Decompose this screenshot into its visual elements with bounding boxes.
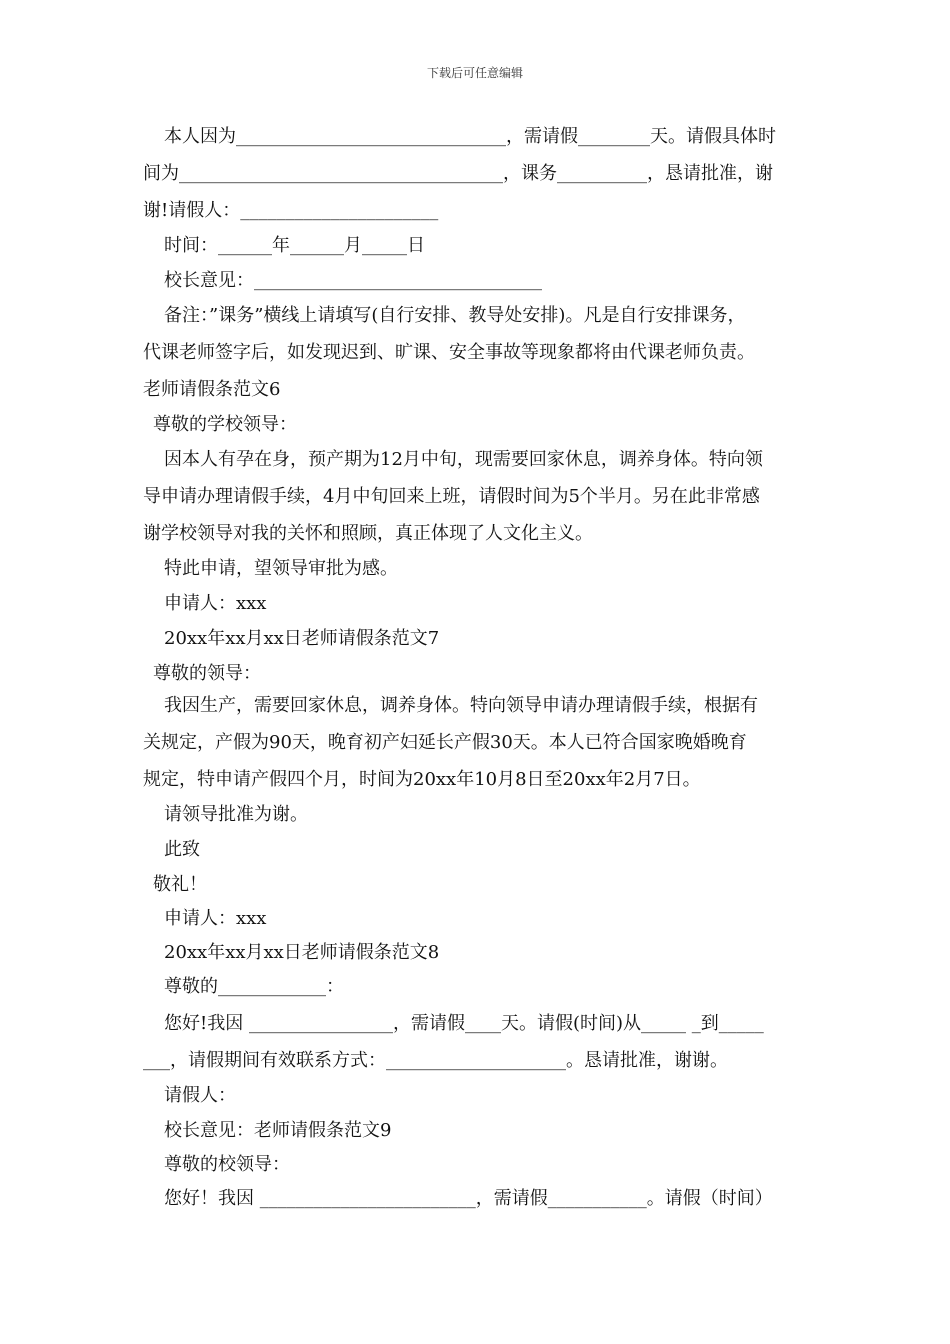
text-line: 校长意见：________________________________ — [164, 270, 542, 291]
text-line: 申请人：xxx — [164, 908, 267, 929]
text-line: 20xx年xx月xx日老师请假条范文8 — [164, 942, 440, 963]
text-line: 规定，特申请产假四个月，时间为20xx年10月8日至20xx年2月7日。 — [143, 769, 701, 790]
text-line: 间为____________________________________，课务__________，恳请批准，谢 — [143, 163, 773, 184]
text-line: 谢学校领导对我的关怀和照顾，真正体现了人文化主义。 — [143, 523, 593, 544]
text-line: 导申请办理请假手续，4月中旬回来上班，请假时间为5个半月。另在此非常感 — [143, 486, 760, 507]
text-line: 代课老师签字后，如发现迟到、旷课、安全事故等现象都将由代课老师负责。 — [143, 342, 755, 363]
salutation: 尊敬的学校领导： — [153, 414, 297, 435]
text-line: 您好!我因 ________________，需请假____天。请假(时间)从_____ _到_____ — [164, 1013, 764, 1034]
salutation: 尊敬的领导： — [153, 663, 261, 684]
text-line: 20xx年xx月xx日老师请假条范文7 — [164, 628, 440, 649]
text-line: 我因生产，需要回家休息，调养身体。特向领导申请办理请假手续，根据有 — [164, 695, 758, 716]
text-line: 谢!请假人：______________________ — [143, 200, 439, 221]
text-line: 本人因为______________________________，需请假________天。请假具体时 — [164, 126, 776, 147]
text-line: 请领导批准为谢。 — [164, 804, 308, 825]
text-line: 校长意见：老师请假条范文9 — [164, 1120, 392, 1141]
text-line: 申请人：xxx — [164, 593, 267, 614]
text-line: 您好！我因 ________________________，需请假___________。请假（时间） — [164, 1188, 773, 1209]
text-line: 特此申请，望领导审批为感。 — [164, 558, 398, 579]
text-line: 关规定，产假为90天，晚育初产妇延长产假30天。本人已符合国家晚婚晚育 — [143, 732, 747, 753]
salutation: 尊敬的____________： — [164, 976, 344, 997]
text-line: 请假人： — [164, 1085, 236, 1106]
section-title: 老师请假条范文6 — [143, 379, 281, 400]
text-line: 此致 — [164, 839, 200, 860]
text-line: ___，请假期间有效联系方式：____________________。恳请批准，谢谢。 — [143, 1050, 728, 1071]
text-line: 因本人有孕在身，预产期为12月中旬，现需要回家休息，调养身体。特向领 — [164, 449, 763, 470]
salutation: 尊敬的校领导： — [164, 1154, 290, 1175]
text-line: 时间：______年______月_____日 — [164, 235, 425, 256]
text-line: 备注：”课务”横线上请填写(自行安排、教导处安排)。凡是自行安排课务， — [164, 305, 746, 326]
text-line: 敬礼！ — [153, 874, 207, 895]
page-header: 下载后可任意编辑 — [426, 66, 523, 80]
